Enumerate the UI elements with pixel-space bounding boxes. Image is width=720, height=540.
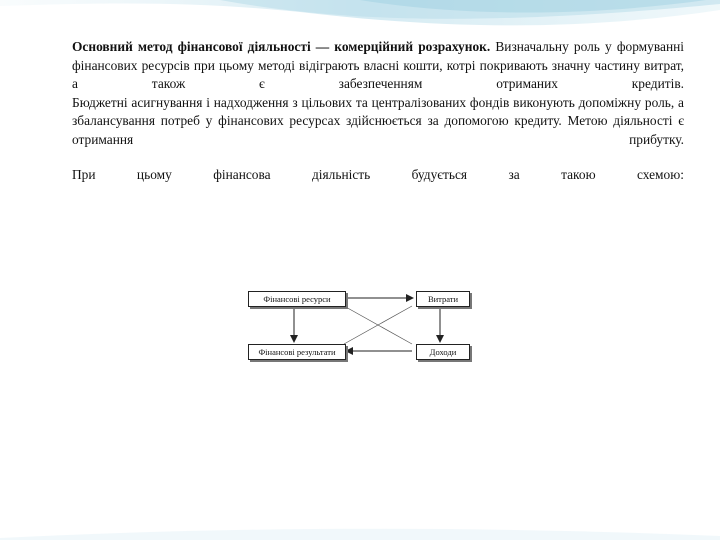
paragraph-3-word: будується — [411, 166, 468, 182]
paragraph-3-word: за — [508, 166, 520, 182]
box-income: Доходи — [416, 344, 470, 360]
scheme-diagram — [240, 286, 480, 366]
paragraph-3-word: такою — [561, 166, 596, 182]
paragraph-1-bold: Основний метод фінансової діяльності — комерційний розрахунок. — [72, 39, 491, 54]
paragraph-3-word: При — [72, 166, 96, 182]
box-financial-results: Фінансові результати — [248, 344, 346, 360]
paragraph-1 — [72, 38, 684, 94]
paragraph-3 — [72, 166, 684, 185]
box-expenses: Витрати — [416, 291, 470, 307]
paragraph-3-word: схемою: — [636, 166, 684, 182]
paragraph-1-rest: Визначальну роль у формуванні фінансових ресурсів при цьому методі відіграють власні кошти, котрі покривають значну частину витрат, а також є забезпеченням отриманих кредитів. — [72, 39, 684, 92]
paragraph-3-word: фінансова — [213, 166, 271, 182]
box-financial-resources: Фінансові ресурси — [248, 291, 346, 307]
paragraph-3-word: діяльність — [311, 166, 371, 182]
paragraph-3-word: цьому — [136, 166, 172, 182]
paragraph-2: Бюджетні асигнування і надходження з цільових та централізованих фондів виконують допоміжну роль, а збалансування потреб у фінансових ресурсах здійснюється за допомогою кредиту. Метою діяльності є отримання прибутку. — [72, 94, 684, 147]
main-text — [72, 38, 684, 184]
